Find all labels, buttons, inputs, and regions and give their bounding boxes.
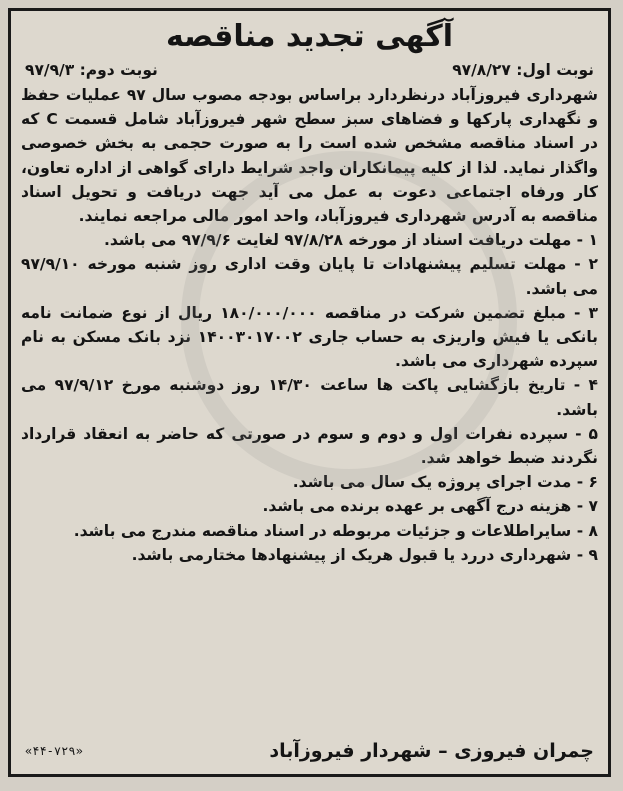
- notice-item-7: ۷ - هزینه درج آگهی بر عهده برنده می باشد.: [262, 497, 598, 516]
- notice-item-3: ۳ - مبلغ تضمین شرکت در مناقصه ۱۸۰/۰۰۰/۰۰۰ ریال از نوع ضمانت نامه بانکی یا فیش واریزی به حساب جاری ۱۴۰۰۳۰۱۷۰۰۲ نزد بانک مسکن به نام سپرده شهرداری می باشد.: [21, 303, 599, 371]
- notice-item-4: ۴ - تاریخ بازگشایی پاکت ها ساعت ۱۴/۳۰ روز دوشنبه مورخ ۹۷/۹/۱۲ می باشد.: [21, 376, 598, 419]
- publication-rounds: [11, 57, 608, 83]
- notice-item-6: ۶ - مدت اجرای پروژه یک سال می باشد.: [292, 473, 598, 492]
- signatory: چمران فیروزی – شهردار فیروزآباد: [269, 740, 594, 762]
- notice-item-1: ۱ - مهلت دریافت اسناد از مورخه ۹۷/۸/۲۸ لغایت ۹۷/۹/۶ می باشد.: [103, 231, 598, 250]
- notice-intro: شهرداری فیروزآباد درنظردارد براساس بودجه مصوب سال ۹۷ عملیات حفظ و نگهداری پارکها و فضاهای سبز سطح شهر فیروزآباد شامل قسمت C که در اسناد مناقصه مشخص شده است را به صورت حجمی به بخش خصوصی واگذار نماید. لذا از کلیه پیمانکاران واجد شرایط دارای گواهی از اداره تعاون، کار ورفاه اجتماعی دعوت به عمل می آید جهت دریافت و تحویل اسناد مناقصه به آدرس شهرداری فیروزآباد، واحد امور مالی مراجعه نمایند.: [21, 86, 599, 226]
- notice-item-9: ۹ - شهرداری دررد یا قبول هریک از پیشنهادها مختارمی باشد.: [131, 545, 598, 564]
- ad-code: «۴۴-۷۲۹»: [25, 744, 83, 758]
- notice-item-5: ۵ - سپرده نفرات اول و دوم و سوم در صورتی که حاضر به انعقاد قرارداد نگردند ضبط خواهد شد.: [21, 424, 598, 468]
- round-first: نوبت اول: ۹۷/۸/۲۷: [452, 61, 594, 79]
- tender-notice: [8, 8, 611, 777]
- notice-body: [11, 83, 608, 567]
- notice-title: آگهی تجدید مناقصه: [165, 19, 454, 54]
- signature-line: [25, 736, 594, 766]
- notice-item-8: ۸ - سایراطلاعات و جزئیات مربوطه در اسناد مناقصه مندرج می باشد.: [73, 521, 598, 540]
- round-second: نوبت دوم: ۹۷/۹/۳: [25, 61, 158, 79]
- notice-item-2: ۲ - مهلت تسلیم پیشنهادات تا پایان وقت اداری روز شنبه مورخه ۹۷/۹/۱۰ می باشد.: [21, 255, 598, 298]
